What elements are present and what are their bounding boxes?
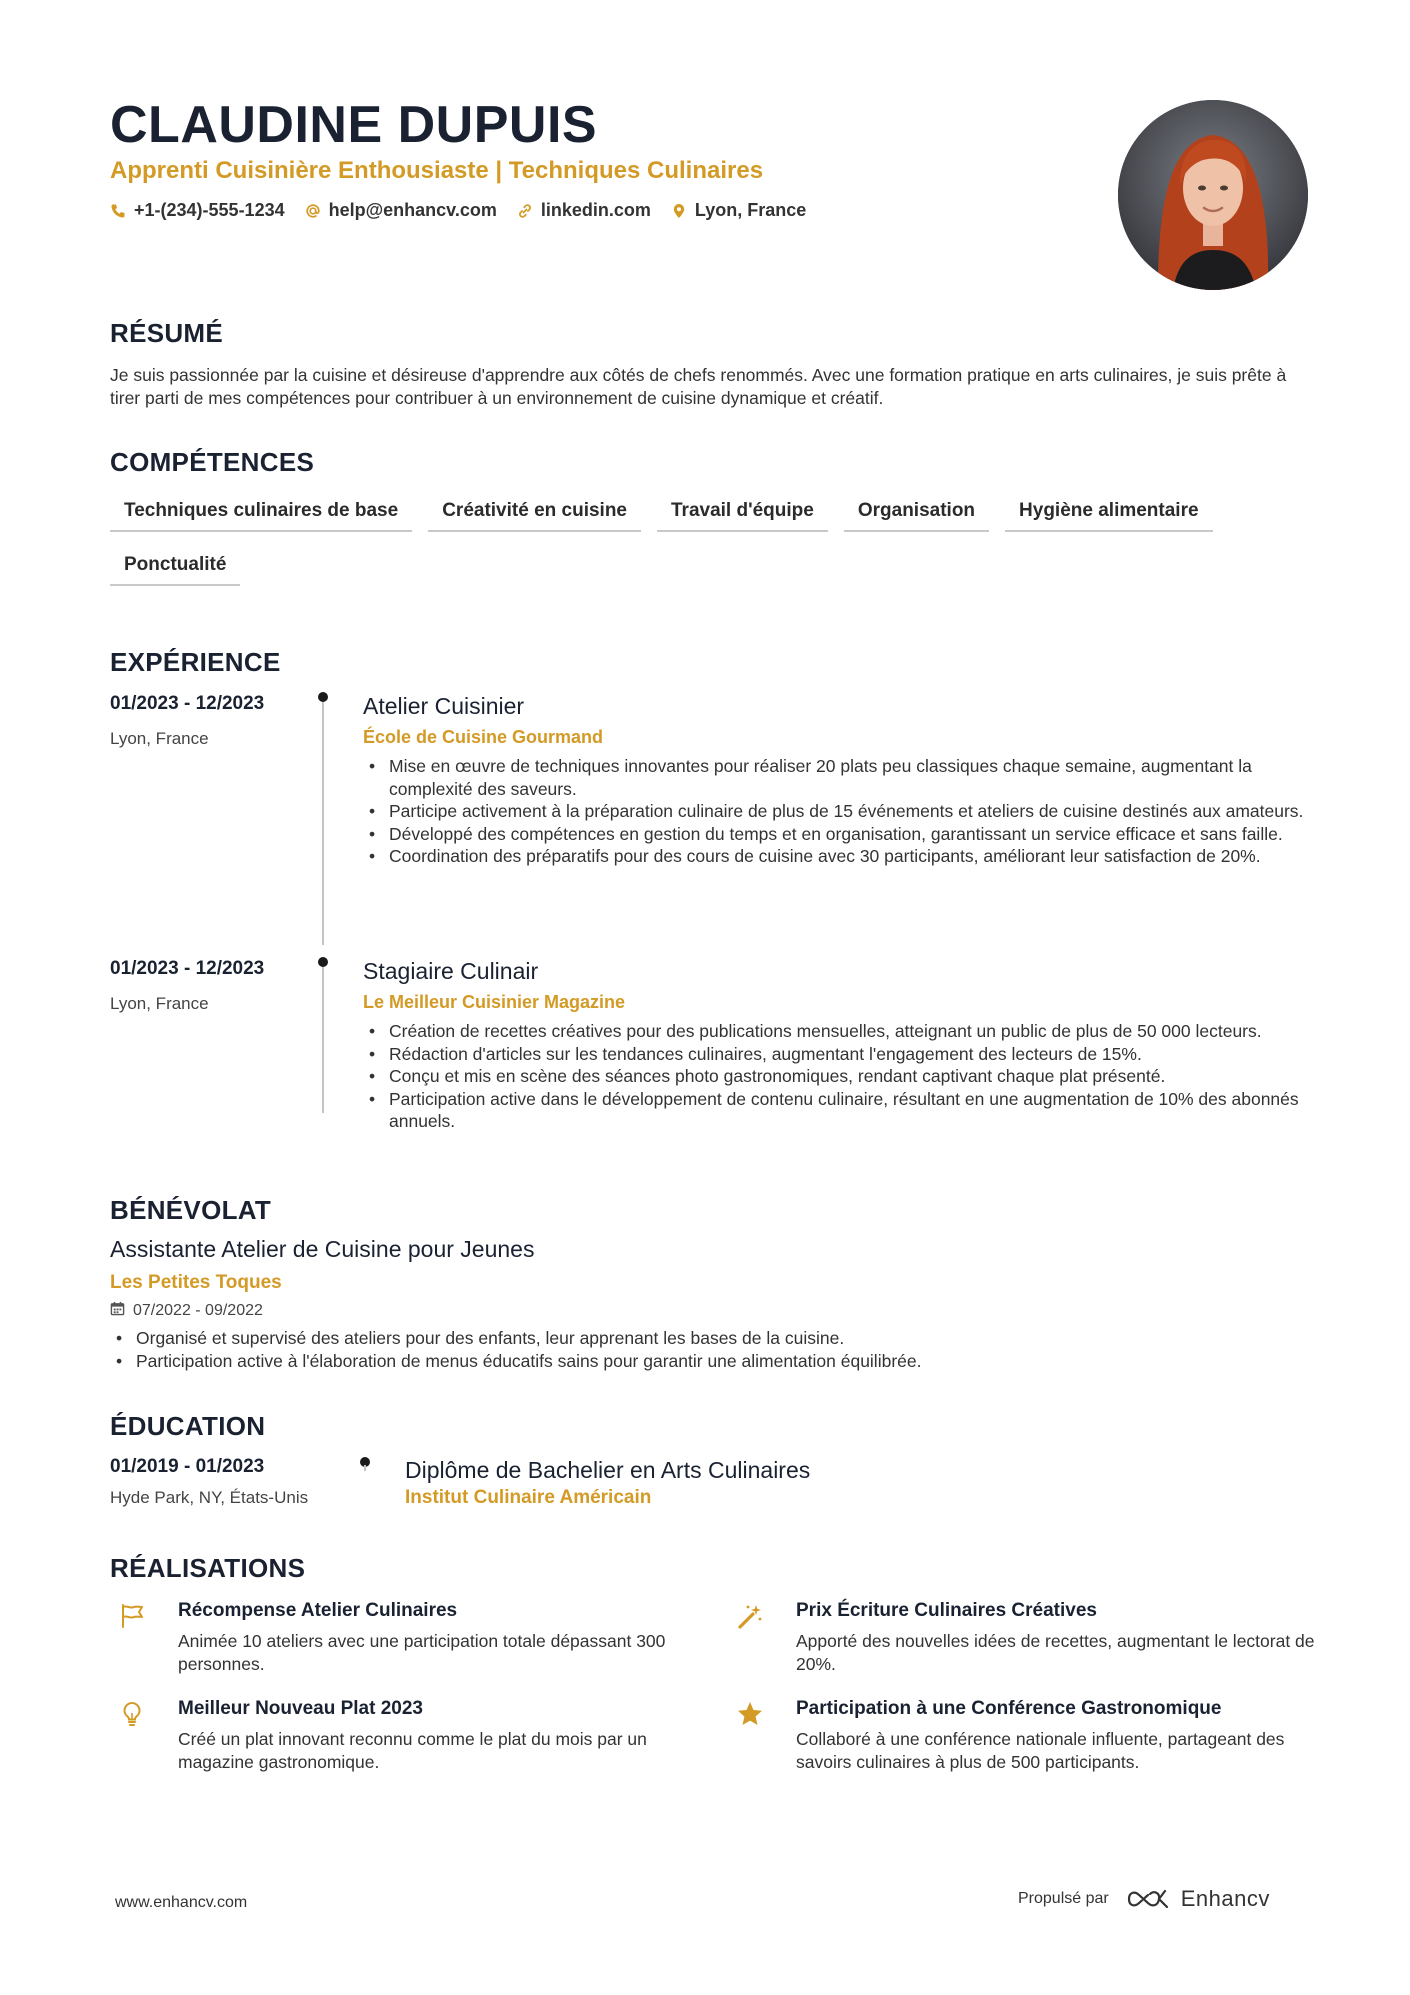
job-location: Lyon, France <box>110 994 209 1013</box>
powered-by-label: Propulsé par <box>1018 1890 1109 1907</box>
link-icon <box>517 203 533 219</box>
contact-row <box>110 200 806 221</box>
contact-email <box>305 200 497 221</box>
location-text: Lyon, France <box>694 200 807 220</box>
job-dates: 01/2023 - 12/2023 <box>110 693 265 714</box>
footer-website[interactable]: www.enhancv.com <box>115 1894 248 1911</box>
achievement-desc: Animée 10 ateliers avec une participation totale dépassant 300 personnes. <box>178 1631 666 1674</box>
contact-location <box>671 200 806 221</box>
bullet-item: • Conçu et mis en scène des séances photo gastronomiques, rendant captivant chaque plat présenté. <box>363 1065 1313 1088</box>
job-company: Le Meilleur Cuisinier Magazine <box>363 992 626 1012</box>
achievement-title: Meilleur Nouveau Plat 2023 <box>178 1698 423 1719</box>
section-title-volunteer: BÉNÉVOLAT <box>110 1195 272 1225</box>
education-school: Institut Culinaire Américain <box>405 1487 652 1508</box>
skill-tag: Hygiène alimentaire <box>1005 496 1213 532</box>
job-bullets <box>363 1020 1313 1133</box>
volunteer-bullets <box>110 1327 1310 1372</box>
magic-wand-icon <box>736 1602 764 1630</box>
bullet-item: • Création de recettes créatives pour des publications mensuelles, atteignant un public de plus de 50 000 lecteurs. <box>363 1020 1313 1043</box>
skills-list <box>110 496 1310 586</box>
star-icon <box>736 1700 764 1728</box>
job-dates: 01/2023 - 12/2023 <box>110 958 265 979</box>
job-role: Stagiaire Culinair <box>363 958 539 984</box>
candidate-name: CLAUDINE DUPUIS <box>110 96 598 154</box>
linkedin-text[interactable]: linkedin.com <box>540 200 651 220</box>
timeline-line <box>322 700 324 945</box>
volunteer-dates-text: 07/2022 - 09/2022 <box>133 1302 263 1319</box>
enhancv-logo-icon <box>1125 1887 1171 1911</box>
contact-linkedin <box>517 200 651 221</box>
volunteer-dates <box>110 1301 263 1321</box>
bullet-item: • Rédaction d'articles sur les tendances culinaires, augmentant l'engagement des lecteurs de 15%. <box>363 1043 1313 1066</box>
job-bullets <box>363 755 1313 868</box>
achievement-desc: Collaboré à une conférence nationale influente, partageant des savoirs culinaires à plus de 500 participants. <box>796 1729 1285 1772</box>
location-pin-icon <box>671 203 687 219</box>
section-title-education: ÉDUCATION <box>110 1411 266 1441</box>
flag-icon <box>118 1602 146 1630</box>
achievement-desc: Apporté des nouvelles idées de recettes, augmentant le lectorat de 20%. <box>796 1631 1315 1674</box>
achievement-desc: Créé un plat innovant reconnu comme le plat du mois par un magazine gastronomique. <box>178 1729 647 1772</box>
volunteer-organization: Les Petites Toques <box>110 1272 282 1293</box>
education-location: Hyde Park, NY, États-Unis <box>110 1488 309 1507</box>
timeline-dot <box>318 692 328 702</box>
bullet-item: • Participation active à l'élaboration de menus éducatifs sains pour garantir une alimentation équilibrée. <box>110 1350 1310 1373</box>
volunteer-role: Assistante Atelier de Cuisine pour Jeunes <box>110 1236 535 1262</box>
bullet-item: • Développé des compétences en gestion du temps et en organisation, garantissant un service efficace et sans faille. <box>363 823 1313 846</box>
enhancv-logo[interactable] <box>1125 1886 1270 1912</box>
job-location: Lyon, France <box>110 729 209 748</box>
bullet-item: • Mise en œuvre de techniques innovantes pour réaliser 20 plats peu classiques chaque semaine, augmentant la complexité des saveurs. <box>363 755 1313 800</box>
at-icon <box>305 203 321 219</box>
skill-tag: Ponctualité <box>110 550 240 586</box>
section-title-skills: COMPÉTENCES <box>110 447 315 477</box>
achievement-title: Participation à une Conférence Gastronomique <box>796 1698 1222 1719</box>
bullet-item: • Coordination des préparatifs pour des cours de cuisine avec 30 participants, améliorant leur satisfaction de 20%. <box>363 845 1313 868</box>
achievement-title: Prix Écriture Culinaires Créatives <box>796 1600 1097 1621</box>
footer-powered-by <box>1018 1886 1270 1912</box>
bullet-item: • Participation active dans le développement de contenu culinaire, résultant en une augmentation de 10% des abonnés annuels. <box>363 1088 1313 1133</box>
summary-text: Je suis passionnée par la cuisine et désireuse d'apprendre aux côtés de chefs renommés. Avec une formation pratique en arts culinaires, je suis prête à tirer parti de mes compétences pour contribuer à un environnement de cuisine dynamique et créatif. <box>110 365 1287 408</box>
job-company: École de Cuisine Gourmand <box>363 727 604 747</box>
timeline-dot <box>318 957 328 967</box>
section-title-summary: RÉSUMÉ <box>110 318 224 348</box>
email-text[interactable]: help@enhancv.com <box>328 200 497 220</box>
lightbulb-icon <box>118 1700 146 1728</box>
contact-phone <box>110 200 285 221</box>
skill-tag: Créativité en cuisine <box>428 496 641 532</box>
bullet-item: • Organisé et supervisé des ateliers pour des enfants, leur apprenant les bases de la cuisine. <box>110 1327 1310 1350</box>
calendar-icon <box>110 1301 125 1321</box>
skill-tag: Travail d'équipe <box>657 496 828 532</box>
section-title-experience: EXPÉRIENCE <box>110 647 281 677</box>
job-role: Atelier Cuisinier <box>363 693 525 719</box>
phone-icon <box>110 203 126 219</box>
phone-text[interactable]: +1-(234)-555-1234 <box>134 200 285 220</box>
section-title-achievements: RÉALISATIONS <box>110 1553 306 1583</box>
profile-photo <box>1118 100 1308 290</box>
candidate-subtitle: Apprenti Cuisinière Enthousiaste | Techniques Culinaires <box>110 157 764 184</box>
timeline-line <box>322 963 324 1113</box>
achievement-title: Récompense Atelier Culinaires <box>178 1600 458 1621</box>
education-degree: Diplôme de Bachelier en Arts Culinaires <box>405 1457 811 1483</box>
brand-name: Enhancv <box>1180 1886 1270 1911</box>
education-dates: 01/2019 - 01/2023 <box>110 1456 265 1477</box>
bullet-item: • Participe activement à la préparation culinaire de plus de 15 événements et ateliers de cuisine destinés aux amateurs. <box>363 800 1313 823</box>
skill-tag: Techniques culinaires de base <box>110 496 412 532</box>
skill-tag: Organisation <box>844 496 989 532</box>
timeline-line <box>364 1465 366 1471</box>
